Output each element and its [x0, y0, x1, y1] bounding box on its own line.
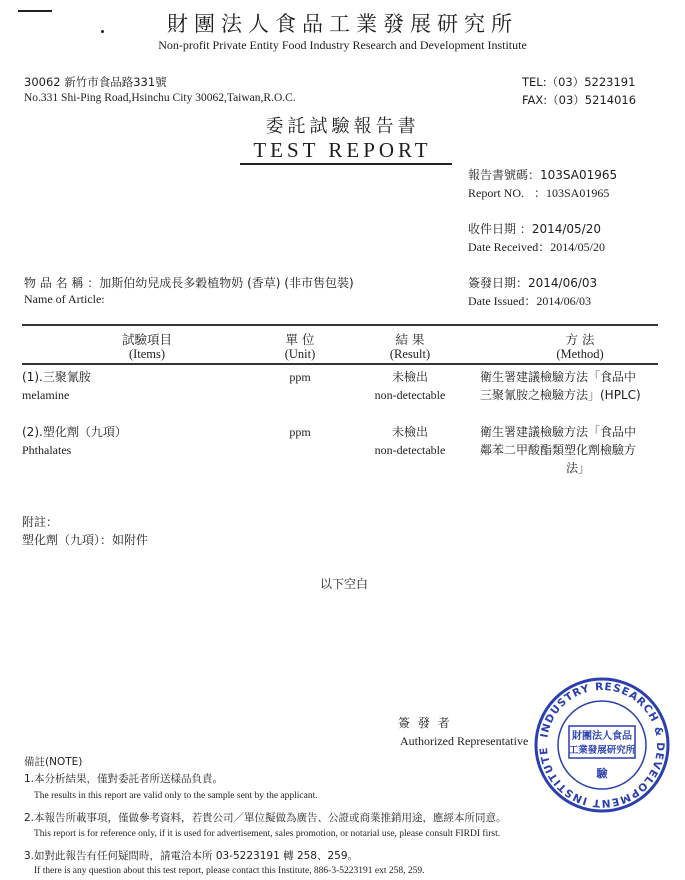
report-number-value: ：103SA01965 — [534, 186, 610, 200]
row1-item-zh: (1).三聚氰胺 — [22, 370, 91, 384]
col-method-zh: 方 法 — [565, 332, 595, 347]
report-title-zh: 委託試驗報告書 — [265, 116, 420, 137]
title-underline — [240, 163, 452, 165]
row2-unit: ppm — [289, 425, 311, 439]
remark-text: 塑化劑（九項）：如附件 — [22, 533, 149, 547]
institute-name-zh: 財團法人食品工業發展研究所 — [167, 12, 518, 36]
blank-below: 以下空白 — [320, 577, 369, 591]
col-result-zh: 結 果 — [395, 332, 425, 347]
row1-method-line2: 三聚氰胺之檢驗方法」(HPLC) — [480, 388, 641, 402]
date-received-en: Date Received：2014/05/20 — [468, 240, 605, 254]
row1-result-en: non-detectable — [374, 388, 446, 402]
address-zh: 30062 新竹市食品路331號 — [24, 75, 167, 89]
row1-result-zh: 未檢出 — [391, 370, 428, 384]
date-received-zh: 收件日期 ：2014/05/20 — [468, 222, 601, 236]
note1-zh: 1.本分析結果，僅對委託者所送樣品負責。 — [24, 773, 224, 785]
seal-outer-text: INDUSTRY RESEARCH & DEVELOPMENT INSTITUTE — [537, 680, 667, 810]
seal-graphic — [533, 676, 671, 814]
col-result-en: (Result) — [389, 347, 431, 361]
note2-zh: 2.本報告所載事項，僅做參考資料，若貴公司／單位擬做為廣告、公證或商業推銷用途，應經本所同意。 — [24, 812, 507, 824]
table-top-rule — [22, 324, 658, 326]
row1-item-en: melamine — [22, 388, 70, 402]
seal-char: 驗 — [596, 767, 608, 780]
col-items-zh: 試驗項目 — [121, 332, 172, 347]
address-en: No.331 Shi-Ping Road,Hsinchu City 30062,Taiwan,R.O.C. — [24, 92, 296, 104]
table-header-rule — [22, 363, 658, 365]
note3-zh: 3.如對此報告有任何疑問時，請電洽本所 03-5223191 轉 258、259。 — [24, 850, 359, 862]
report-number-zh: 報告書號碼：103SA01965 — [468, 168, 618, 182]
article-label-en: Name of Article: — [24, 292, 105, 306]
col-items-en: (Items) — [128, 347, 166, 361]
signer-label-zh: 簽 發 者 — [398, 716, 452, 730]
notes-label: 備註(NOTE) — [24, 756, 83, 768]
institute-seal — [533, 676, 671, 814]
article-label-zh: 物 品 名 稱 ： — [24, 276, 100, 290]
row1-method-line1: 衛生署建議檢驗方法「食品中 — [480, 370, 637, 384]
report-number-label: Report NO. — [468, 186, 524, 200]
fax: FAX:（03）5214016 — [522, 93, 637, 107]
report-number-en — [468, 184, 609, 201]
row2-method-line2: 鄰苯二甲酸酯類塑化劑檢驗方 — [480, 443, 637, 457]
seal-inner-line2: 工業發展研究所 — [568, 745, 636, 756]
row2-method-line1: 衛生署建議檢驗方法「食品中 — [480, 425, 637, 439]
signer-label-en: Authorized Representative — [400, 734, 529, 748]
col-unit-en: (Unit) — [284, 347, 316, 361]
date-issued-en: Date Issued：2014/06/03 — [468, 294, 591, 308]
remark-label: 附註： — [22, 515, 59, 529]
article-name — [24, 274, 354, 291]
institute-name-en: Non-profit Private Entity Food Industry Research and Development Institute — [158, 38, 527, 52]
article-value: 加斯伯幼兒成長多穀植物奶 (香草) (非市售包裝) — [99, 276, 354, 290]
row1-unit: ppm — [289, 370, 311, 384]
row2-method-line3: 法」 — [566, 461, 591, 475]
row2-result-en: non-detectable — [374, 443, 446, 457]
seal-inner-line1: 財團法人食品 — [572, 731, 632, 742]
row2-item-en: Phthalates — [22, 443, 72, 457]
row2-item-zh: (2).塑化劑（九項） — [22, 425, 127, 439]
note1-en: The results in this report are valid only to the sample sent by the applicant. — [34, 791, 318, 801]
col-method-en: (Method) — [556, 347, 604, 361]
note3-en: If there is any question about this test report, please contact this Institute, 886-3-5223191 ext 258, 259. — [34, 866, 425, 876]
date-issued-zh: 簽發日期：2014/06/03 — [468, 276, 598, 290]
col-unit-zh: 單 位 — [285, 332, 315, 347]
row2-result-zh: 未檢出 — [391, 425, 428, 439]
report-title-en: TEST REPORT — [253, 138, 432, 162]
telephone: TEL:（03）5223191 — [522, 75, 636, 89]
note2-en: This report is for reference only, if it is used for advertisement, sales promotion, or notarial use, please consult FIRDI first. — [34, 829, 501, 839]
